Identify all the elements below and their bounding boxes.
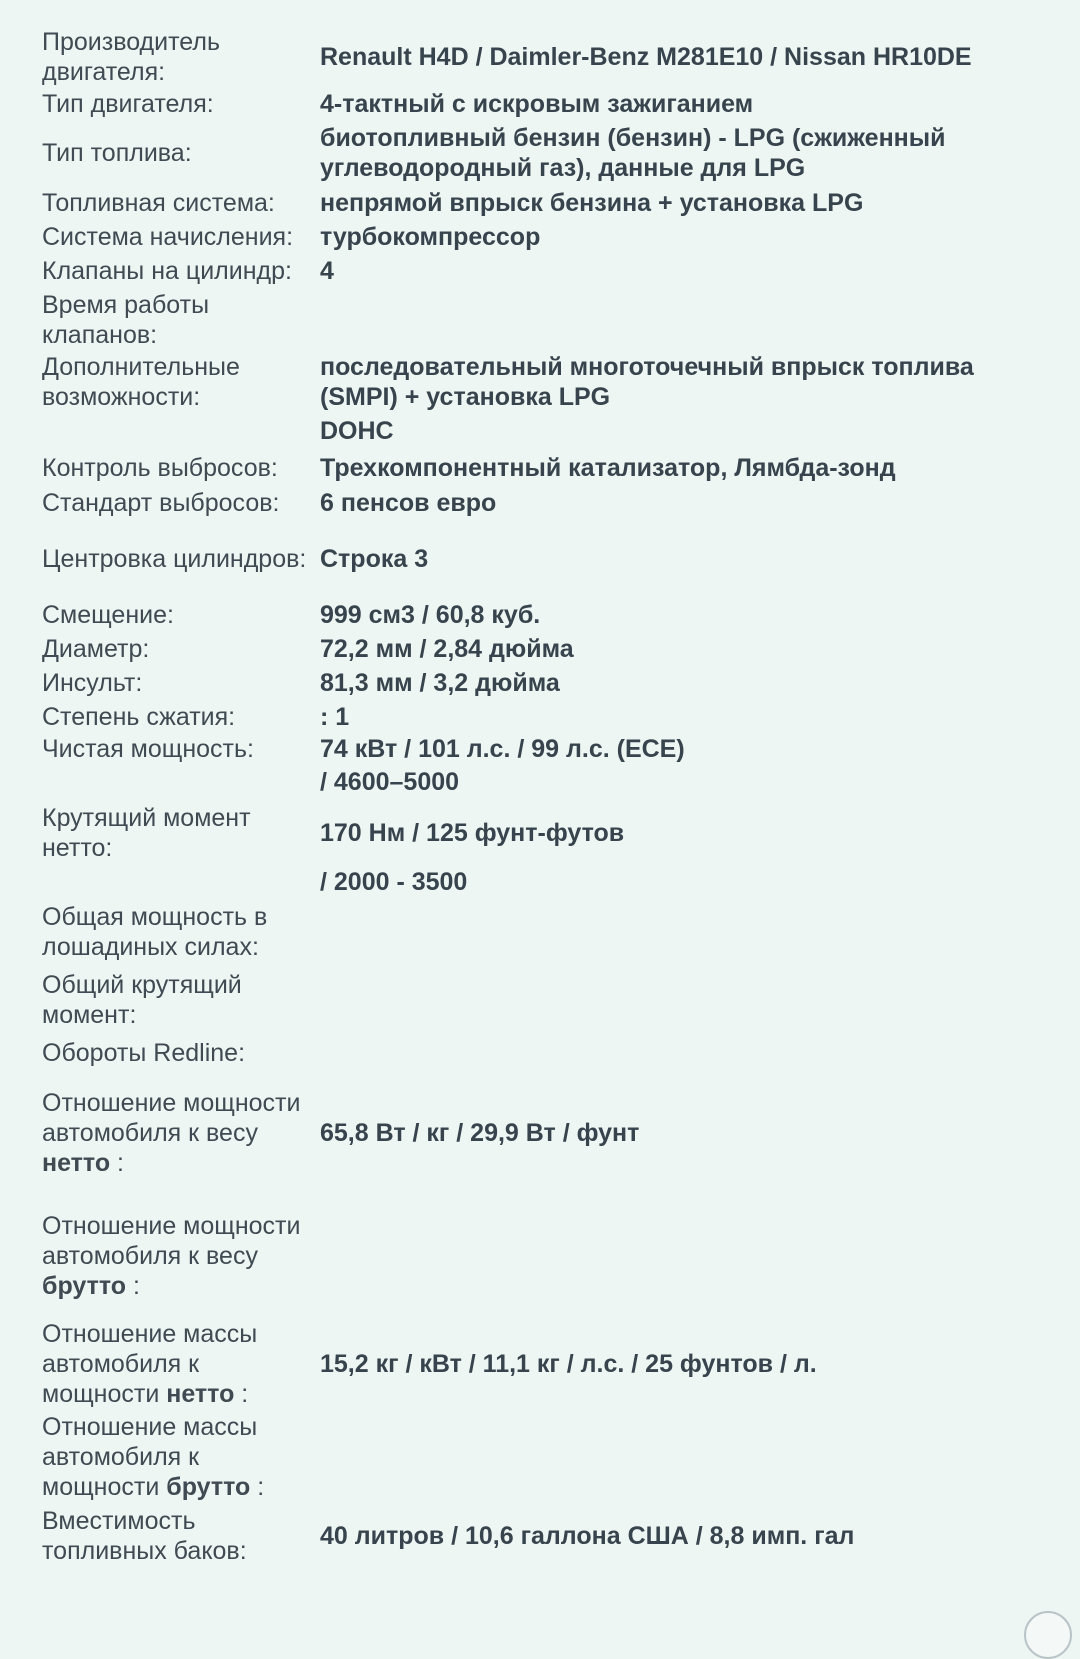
spec-label-tail: : (234, 1380, 249, 1408)
spec-value (312, 966, 1052, 1034)
spec-value: 4-тактный с искровым зажиганием (320, 90, 754, 118)
spec-value: непрямой впрыск бензина + установка LPG (320, 189, 864, 217)
spec-value: 81,3 мм / 3,2 дюйма (320, 669, 560, 697)
row-weight-power-net (42, 1318, 1052, 1410)
spec-label: Время работы клапанов: (42, 291, 210, 349)
spec-label-tail: : (250, 1473, 265, 1501)
spec-value: 40 литров / 10,6 галлона США / 8,8 имп. гал (320, 1522, 855, 1550)
row-compression (42, 700, 1052, 734)
row-displacement (42, 598, 1052, 632)
spec-label (42, 1072, 312, 1194)
spec-label-text: Отношение массы автомобиля к мощности (42, 1413, 258, 1501)
spec-label-text: Отношение мощности автомобиля к весу (42, 1212, 301, 1270)
row-redline (42, 1034, 1052, 1072)
row-total-torque (42, 966, 1052, 1034)
spec-label: Степень сжатия: (42, 703, 236, 731)
spec-value: 65,8 Вт / кг / 29,9 Вт / фунт (320, 1119, 640, 1147)
spec-label: Тип топлива: (42, 139, 192, 167)
spec-label: Тип двигателя: (42, 90, 214, 118)
spec-value (312, 1410, 1052, 1504)
row-cylinder-layout (42, 520, 1052, 598)
row-engine-type (42, 88, 1052, 120)
spec-value (312, 1034, 1052, 1072)
row-fuel-tank (42, 1504, 1052, 1568)
spec-label: Диаметр: (42, 635, 150, 663)
spec-label (42, 1410, 312, 1504)
spec-label-text: Отношение массы автомобиля к мощности (42, 1320, 258, 1408)
spec-label-tail: : (110, 1149, 125, 1177)
spec-label: Стандарт выбросов: (42, 489, 280, 517)
spec-value (312, 898, 1052, 966)
spec-value: Трехкомпонентный катализатор, Лямбда-зонд (320, 454, 896, 482)
spec-label-bold: нетто (42, 1149, 111, 1177)
row-power-weight-net (42, 1072, 1052, 1194)
spec-value-line: / 4600–5000 (320, 768, 460, 796)
spec-value: биотопливный бензин (бензин) - LPG (сжиженный углеводородный газ), данные для LPG (320, 124, 946, 182)
row-power-weight-gross (42, 1194, 1052, 1318)
spec-value (312, 352, 1052, 450)
spec-value (312, 288, 1052, 352)
spec-label: Инсульт: (42, 669, 143, 697)
row-aspiration (42, 220, 1052, 254)
spec-label-tail: : (126, 1272, 140, 1300)
row-weight-power-gross (42, 1410, 1052, 1504)
row-stroke (42, 666, 1052, 700)
spec-value: Строка 3 (320, 545, 429, 573)
spec-value: 999 см3 / 60,8 куб. (320, 601, 541, 629)
spec-value: 72,2 мм / 2,84 дюйма (320, 635, 574, 663)
spec-label-bold: брутто (166, 1473, 251, 1501)
spec-value: / 2000 - 3500 (320, 868, 468, 896)
spec-label: Центровка цилиндров: (42, 545, 307, 573)
spec-value (312, 1194, 1052, 1318)
row-net-torque-rpm (42, 866, 1052, 898)
row-net-torque (42, 800, 1052, 866)
row-fuel-type (42, 120, 1052, 186)
spec-label: Клапаны на цилиндр: (42, 257, 292, 285)
spec-label (42, 1318, 312, 1410)
spec-label-bold: нетто (166, 1380, 235, 1408)
row-emission-control (42, 450, 1052, 486)
spec-label: Обороты Redline: (42, 1039, 246, 1067)
spec-label: Общая мощность в лошадиных силах: (42, 903, 268, 961)
spec-value: 6 пенсов евро (320, 489, 497, 517)
spec-value: 15,2 кг / кВт / 11,1 кг / л.с. / 25 фунтов / л. (320, 1350, 817, 1378)
spec-value (312, 734, 1052, 800)
spec-label: Дополнительные возможности: (42, 353, 240, 411)
spec-label: Топливная система: (42, 189, 275, 217)
spec-value: 4 (320, 257, 334, 285)
spec-label: Смещение: (42, 601, 174, 629)
spec-value: : 1 (320, 703, 350, 731)
spec-label: Чистая мощность: (42, 735, 254, 763)
row-bore (42, 632, 1052, 666)
floating-action-icon[interactable] (1024, 1611, 1072, 1659)
spec-label-bold: брутто (42, 1272, 127, 1300)
spec-label: Контроль выбросов: (42, 454, 278, 482)
row-emission-standard (42, 486, 1052, 520)
spec-label: Крутящий момент нетто: (42, 804, 251, 862)
spec-value: Renault H4D / Daimler-Benz M281E10 / Nissan HR10DE (320, 43, 972, 71)
spec-value-line: DOHC (320, 417, 394, 445)
engine-specs-table (42, 26, 1052, 1568)
spec-value: турбокомпрессор (320, 223, 541, 251)
spec-value-line: последовательный многоточечный впрыск топлива (SMPI) + установка LPG (320, 353, 974, 411)
spec-label: Общий крутящий момент: (42, 971, 242, 1029)
spec-value-line: 74 кВт / 101 л.с. / 99 л.с. (ECE) (320, 735, 685, 763)
spec-label (42, 866, 312, 898)
row-valves (42, 254, 1052, 288)
row-extras (42, 352, 1052, 450)
spec-label: Система начисления: (42, 223, 294, 251)
spec-label (42, 1194, 312, 1318)
row-total-power (42, 898, 1052, 966)
row-engine-maker (42, 26, 1052, 88)
row-net-power (42, 734, 1052, 800)
row-valve-timing (42, 288, 1052, 352)
spec-value: 170 Нм / 125 фунт-футов (320, 819, 625, 847)
spec-label-text: Отношение мощности автомобиля к весу (42, 1089, 301, 1147)
row-fuel-system (42, 186, 1052, 220)
spec-label: Производитель двигателя: (42, 28, 220, 86)
spec-label: Вместимость топливных баков: (42, 1507, 247, 1565)
